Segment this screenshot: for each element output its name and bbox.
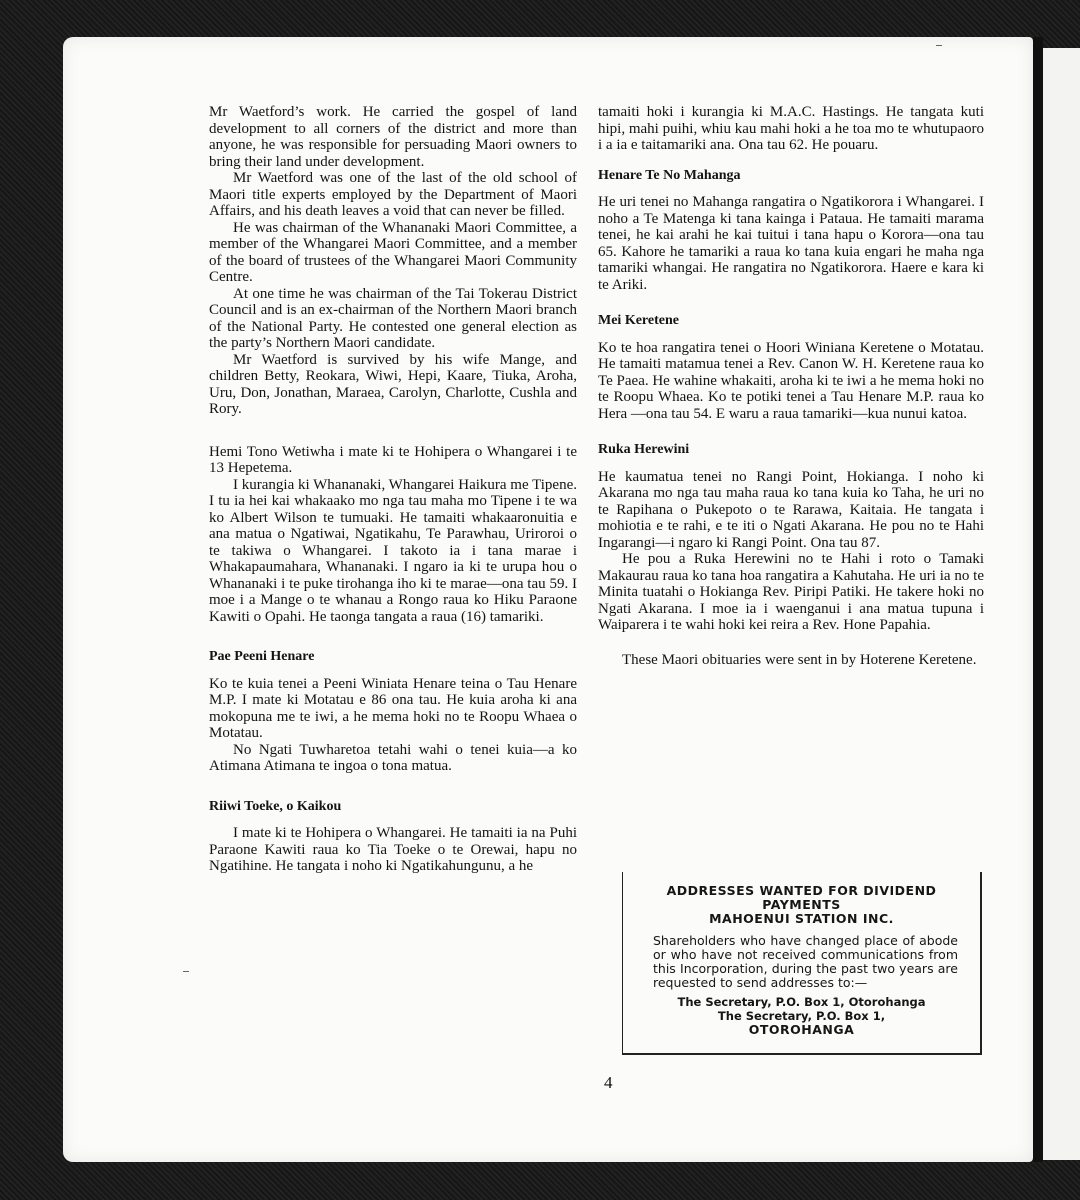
right-column	[598, 104, 984, 668]
adjacent-page-edge	[1043, 48, 1080, 1160]
margin-mark	[183, 971, 189, 972]
paragraph: Ko te kuia tenei a Peeni Winiata Henare teina o Tau Henare M.P. I mate ki Motatau e 86 ona tau. He kuia aroha ki ana mokopuna me te iwi, a he mema hoki no te Roopu Whaea o Motatau.	[209, 675, 577, 741]
paragraph: Mr Waetford was one of the last of the old school of Maori title experts employed by the Department of Maori Affairs, and his death leaves a void that can never be filled.	[209, 170, 577, 219]
paragraph: He kaumatua tenei no Rangi Point, Hokianga. I noho ki Akarana mo nga tau maha raua ko tana kuia ko Taha, he uri no te Rapihana o Pukepoto o te Rarawa, Kaitaia. He tangata i mohiotia e te rahi, e te iti o Ngati Akarana. He pou no te Hahi Ingarangi—i ngaro ki Rangi Point. Ona tau 87.	[598, 468, 984, 551]
paragraph: These Maori obituaries were sent in by Hoterene Keretene.	[622, 651, 977, 668]
paragraph: He was chairman of the Whananaki Maori Committee, a member of the Whangarei Maori Committee, and a member of the board of trustees of the Whangarei Maori Community Centre.	[209, 219, 577, 285]
obituary-heading: Mei Keretene	[598, 313, 679, 328]
paragraph: He pou a Ruka Herewini no te Hahi i roto o Tamaki Makaurau raua ko tana hoa rangatira a Kahutaha. He uri ia no te Minita tuatahi o Hokianga Rev. Piripi Patiki. He takere hoki no Ngati Akarana. I moe ia i waenganui i ana matua tupuna i Waiparera i te wahi hoki kei reira a Rev. Hone Papahia.	[598, 551, 984, 633]
advert-address	[641, 996, 962, 1037]
left-column	[209, 104, 577, 875]
advert-title	[641, 884, 962, 926]
advert-title-line: PAYMENTS	[762, 897, 841, 912]
advert-title-line: MAHOENUI STATION INC.	[709, 911, 894, 926]
paragraph: Hemi Tono Wetiwha i mate ki te Hohipera o Whangarei i te 13 Hepetema.	[209, 443, 577, 476]
paragraph: At one time he was chairman of the Tai Tokerau District Council and is an ex-chairman of the Northern Maori branch of the National Party. He contested one general election as the party’s Northern Maori candidate.	[209, 285, 577, 351]
paragraph: No Ngati Tuwharetoa tetahi wahi o tenei kuia—a ko Atimana Atimana te ingoa o tona matua.	[209, 741, 577, 774]
advert-body: Shareholders who have changed place of abode or who have not received communications from this Incorporation, during the past two years are requested to send addresses to:—	[653, 933, 958, 990]
paragraph: Ko te hoa rangatira tenei o Hoori Winiana Keretene o Motatau. He tamaiti matamua tenei a Rev. Canon W. H. Keretene raua ko Te Paea. He wahine whakaiti, aroha ki te iwi a he mema hoki no te Roopu Whaea. Ko te potiki tenei a Tau Henare M.P. raua ko Hera —ona tau 54. E waru a raua tamariki—kua nunui katoa.	[598, 339, 984, 422]
paragraph: Mr Waetford’s work. He carried the gospel of land development to all corners of the district and more than anyone, he was responsible for persuading Maori owners to bring their land under development.	[209, 104, 577, 170]
paragraph: He uri tenei no Mahanga rangatira o Ngatikorora i Whangarei. I noho a Te Matenga ki tana kainga i Pataua. He tamaiti marama tenei, he kai arahi he kai tuitui i tana hapu o Korora—ona tau 65. Kahore he tamariki a raua ko tana kuia engari he maha nga tamariki whangai. He rangatira no Ngatikorora. Haere e kara ki te Ariki.	[598, 194, 984, 293]
paragraph: Mr Waetford is survived by his wife Mange, and children Betty, Reokara, Wiwi, Hepi, Kaare, Tiuka, Aroha, Uru, Don, Jonathan, Maraea, Carolyn, Charlotte, Cushla and Rory.	[209, 351, 577, 417]
advert-address-line: The Secretary, P.O. Box 1,	[717, 1008, 886, 1023]
obituary-heading: Henare Te No Mahanga	[598, 167, 741, 183]
dividend-advertisement	[622, 872, 982, 1055]
paragraph: tamaiti hoki i kurangia ki M.A.C. Hastings. He tangata kuti hipi, mahi puihi, whiu kau mahi hoki a he toa mo te whutupaoro i a ia e taitamariki ana. Ona tau 62. He pouaru.	[598, 104, 984, 153]
advert-address-line: OTOROHANGA	[748, 1022, 855, 1037]
obituary-heading: Riiwi Toeke, o Kaikou	[209, 798, 342, 814]
obituary-heading: Pae Peeni Henare	[209, 649, 315, 664]
page-gutter	[1033, 37, 1043, 1162]
advert-address-line: The Secretary, P.O. Box 1, Otorohanga	[677, 995, 926, 1009]
obituary-heading: Ruka Herewini	[598, 442, 690, 457]
paragraph: I kurangia ki Whananaki, Whangarei Haikura me Tipene. I tu ia hei kai whakaako mo nga tau maha mo Tipene i te wa ko Albert Wilson te tumuaki. He tamaiti whakaaronuitia e ana matua o Ngatiwai, Ngatikahu, Te Parawhau, Uriroroi o te takiwa o Whangarei. I takoto ia i tana marae i Whakapaumahara, Whananaki. I ngaro ia ki te urupa hou o Whananaki i te puke tirohanga iho ki te marae—ona tau 59. I moe i a Mange o te whanau a Rongo raua ko Hiku Paraone Kawiti o Opahi. He taonga tangata a raua (16) tamariki.	[209, 476, 577, 625]
page-number: 4	[604, 1073, 613, 1092]
margin-mark	[936, 45, 942, 46]
advert-title-line: ADDRESSES WANTED FOR DIVIDEND	[666, 883, 937, 898]
paragraph: I mate ki te Hohipera o Whangarei. He tamaiti ia na Puhi Paraone Kawiti raua ko Tia Toeke o te Orewai, hapu no Ngatihine. He tangata i noho ki Ngatikahungunu, a he	[209, 825, 577, 874]
